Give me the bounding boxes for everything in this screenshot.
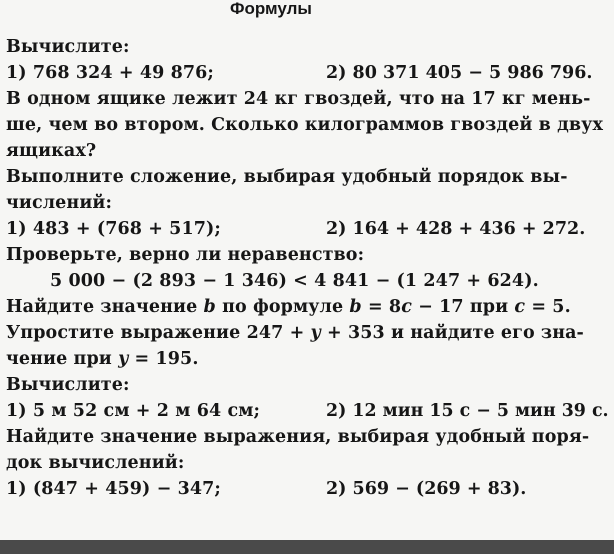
formula-task: Найдите значение b по формуле b = 8c − 17 при c = 5. (6, 297, 571, 317)
variable-b: b (203, 297, 216, 317)
exercise-1-item-2: 2) 80 371 405 − 5 986 796. (326, 63, 593, 83)
page-bottom-edge (0, 540, 614, 554)
addition-instruction-line-2: числений: (6, 193, 113, 213)
exercise-3-item-2: 2) 164 + 428 + 436 + 272. (326, 219, 586, 239)
word-problem-line-1: В одном ящике лежит 24 кг гвоздей, что на 17 кг мень- (6, 89, 591, 109)
instruction-compute-1: Вычислите: (6, 37, 130, 57)
variable-c: c (401, 297, 412, 317)
exercise-7-item-1: 1) 5 м 52 см + 2 м 64 см; (6, 401, 261, 421)
word-problem-line-3: ящиках? (6, 141, 97, 161)
section-heading: Формулы (230, 0, 312, 18)
exercise-1-item-1: 1) 768 324 + 49 876; (6, 63, 214, 83)
inequality-instruction: Проверьте, верно ли неравенство: (6, 245, 365, 265)
exercise-3-item-1: 1) 483 + (768 + 517); (6, 219, 221, 239)
variable-y: y (118, 349, 129, 369)
expression-instruction-line-2: док вычислений: (6, 453, 185, 473)
exercise-8-item-2: 2) 569 − (269 + 83). (326, 479, 527, 499)
instruction-compute-2: Вычислите: (6, 375, 130, 395)
variable-c: c (514, 297, 526, 317)
simplify-task-line-2: чение при y = 195. (6, 349, 199, 369)
expression-instruction-line-1: Найдите значение выражения, выбирая удобный поря- (6, 427, 590, 447)
word-problem-line-2: ше, чем во втором. Сколько килограммов гвоздей в двух (6, 115, 603, 135)
variable-y: y (310, 323, 321, 343)
exercise-8-item-1: 1) (847 + 459) − 347; (6, 479, 221, 499)
exercise-7-item-2: 2) 12 мин 15 с − 5 мин 39 с. (326, 401, 609, 421)
inequality-expression: 5 000 − (2 893 − 1 346) < 4 841 − (1 247 + 624). (50, 271, 539, 291)
simplify-task-line-1: Упростите выражение 247 + y + 353 и найдите его зна- (6, 323, 584, 343)
variable-b: b (349, 297, 362, 317)
addition-instruction-line-1: Выполните сложение, выбирая удобный порядок вы- (6, 167, 568, 187)
